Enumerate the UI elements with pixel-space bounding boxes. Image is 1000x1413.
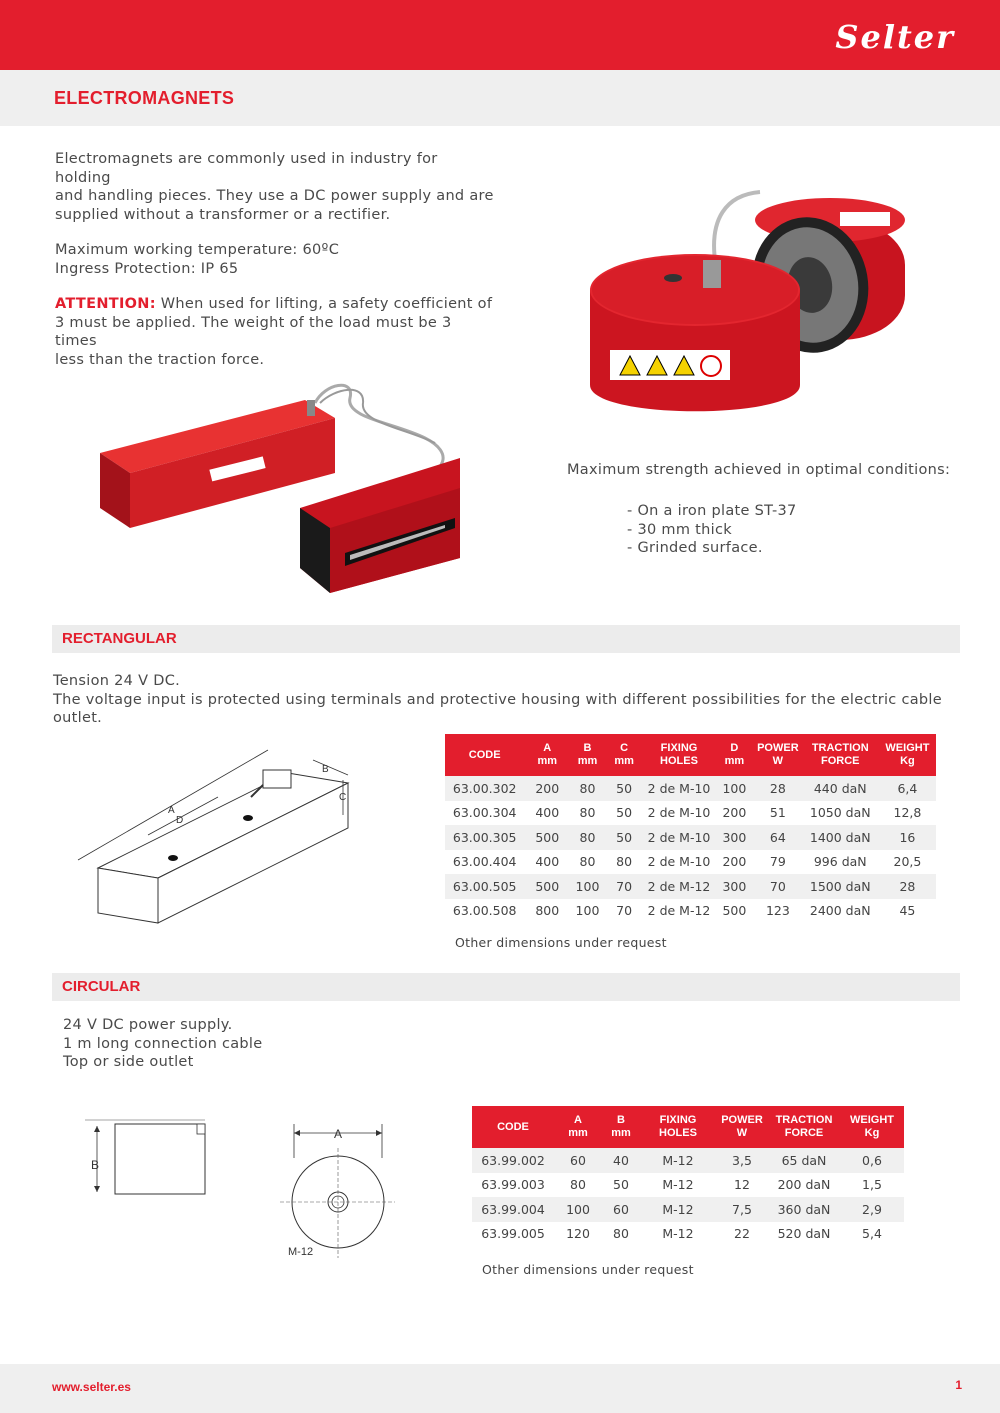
column-header-line: WEIGHT xyxy=(885,742,930,754)
column-header-line: D xyxy=(730,742,739,754)
power-supply-text: 24 V DC power supply. xyxy=(63,1017,233,1033)
table-cell: M-12 xyxy=(640,1197,716,1222)
attention-text: 3 must be applied. The weight of the load must be 3 times xyxy=(55,314,452,349)
table-cell: 50 xyxy=(605,776,644,801)
table-cell: 6,4 xyxy=(879,776,936,801)
table-row xyxy=(445,850,936,875)
column-header xyxy=(643,734,714,776)
table-cell: 12 xyxy=(716,1173,768,1198)
strength-item: - 30 mm thick xyxy=(627,521,732,538)
brand-logo: Selter xyxy=(835,18,955,56)
table-cell: 120 xyxy=(554,1222,602,1247)
table-cell: 60 xyxy=(554,1148,602,1173)
rectangular-note: Other dimensions under request xyxy=(455,935,667,950)
table-cell: 70 xyxy=(605,874,644,899)
table-cell: 63.99.005 xyxy=(472,1222,554,1247)
column-header-line: B xyxy=(583,742,592,754)
table-cell: 80 xyxy=(554,1173,602,1198)
website-link[interactable]: www.selter.es xyxy=(52,1380,131,1394)
table-cell: 63.00.302 xyxy=(445,776,524,801)
table-cell: 65 daN xyxy=(768,1148,840,1173)
table-cell: 63.99.002 xyxy=(472,1148,554,1173)
table-cell: 300 xyxy=(715,874,754,899)
table-row xyxy=(472,1173,904,1198)
table-cell: 2 de M-10 xyxy=(643,801,714,826)
circular-note: Other dimensions under request xyxy=(482,1262,694,1277)
dimension-label-a: A xyxy=(334,1127,343,1141)
column-header xyxy=(802,734,879,776)
strength-item: - Grinded surface. xyxy=(627,540,763,556)
table-cell: 1050 daN xyxy=(802,801,879,826)
column-header xyxy=(445,734,524,776)
rectangular-description xyxy=(53,672,983,728)
rectangular-electromagnet-photo xyxy=(95,378,460,593)
table-cell: 440 daN xyxy=(802,776,879,801)
table-cell: 70 xyxy=(605,899,644,924)
attention-text: When used for lifting, a safety coefficient of xyxy=(155,296,493,312)
table-cell: 1400 daN xyxy=(802,825,879,850)
max-temperature: Maximum working temperature: 60ºC xyxy=(55,242,340,258)
outlet-text: Top or side outlet xyxy=(63,1054,194,1070)
table-cell: 500 xyxy=(524,874,570,899)
column-header-line: FIXING xyxy=(659,1114,697,1126)
table-cell: 50 xyxy=(605,801,644,826)
table-cell: 63.00.505 xyxy=(445,874,524,899)
table-cell: 63.00.304 xyxy=(445,801,524,826)
table-cell: 500 xyxy=(524,825,570,850)
table-cell: 800 xyxy=(524,899,570,924)
column-header-line: POWER xyxy=(721,1114,763,1126)
table-row xyxy=(445,801,936,826)
column-header-unit: FORCE xyxy=(821,755,860,767)
table-cell: 100 xyxy=(570,899,605,924)
column-header xyxy=(640,1106,716,1148)
column-header xyxy=(605,734,644,776)
ingress-protection: Ingress Protection: IP 65 xyxy=(55,260,239,277)
column-header-line: CODE xyxy=(468,748,501,761)
tension-text: Tension 24 V DC. xyxy=(53,673,181,689)
intro-line: supplied without a transformer or a rectifier. xyxy=(55,206,391,223)
table-cell: 2 de M-10 xyxy=(643,850,714,875)
table-cell: 100 xyxy=(570,874,605,899)
table-cell: 300 xyxy=(715,825,754,850)
column-header-line: B xyxy=(617,1114,625,1126)
table-cell: 1500 daN xyxy=(802,874,879,899)
table-cell: 123 xyxy=(754,899,802,924)
table-cell: 63.00.404 xyxy=(445,850,524,875)
table-cell: 20,5 xyxy=(879,850,936,875)
dimension-label-a: A xyxy=(168,805,175,816)
table-cell: 51 xyxy=(754,801,802,826)
table-cell: 60 xyxy=(602,1197,640,1222)
table-cell: 40 xyxy=(602,1148,640,1173)
table-cell: 100 xyxy=(715,776,754,801)
table-cell: 12,8 xyxy=(879,801,936,826)
thread-label: M-12 xyxy=(288,1246,314,1258)
column-header xyxy=(879,734,936,776)
attention-text: less than the traction force. xyxy=(55,351,265,368)
table-cell: 50 xyxy=(605,825,644,850)
dimension-label-b: B xyxy=(91,1158,100,1172)
dimension-label-c: C xyxy=(339,792,347,803)
table-cell: 5,4 xyxy=(840,1222,904,1247)
table-cell: 63.99.004 xyxy=(472,1197,554,1222)
column-header-unit: mm xyxy=(614,755,634,767)
table-cell: 200 xyxy=(524,776,570,801)
table-cell: 2400 daN xyxy=(802,899,879,924)
circular-description xyxy=(63,1016,262,1072)
rectangular-dimension-drawing xyxy=(58,745,358,925)
rectangular-section-bar xyxy=(52,625,960,653)
table-cell: 2 de M-12 xyxy=(643,874,714,899)
column-header-line: A xyxy=(574,1114,582,1126)
column-header-unit: mm xyxy=(611,1127,631,1139)
column-header-line: A xyxy=(543,742,552,754)
column-header-line: CODE xyxy=(497,1120,529,1133)
table-cell: 100 xyxy=(554,1197,602,1222)
table-row xyxy=(445,776,936,801)
column-header xyxy=(602,1106,640,1148)
column-header-line: POWER xyxy=(757,742,799,754)
table-cell: 63.00.508 xyxy=(445,899,524,924)
circular-spec-table xyxy=(472,1106,904,1246)
column-header-line: WEIGHT xyxy=(850,1114,894,1126)
column-header-line: C xyxy=(620,742,629,754)
column-header xyxy=(715,734,754,776)
intro-line: Electromagnets are commonly used in industry for holding xyxy=(55,151,438,186)
cable-text: 1 m long connection cable xyxy=(63,1035,263,1052)
table-row xyxy=(445,899,936,924)
column-header-line: FIXING xyxy=(660,742,698,754)
column-header-unit: mm xyxy=(568,1127,588,1139)
table-cell: 63.99.003 xyxy=(472,1173,554,1198)
strength-list xyxy=(627,502,797,558)
column-header xyxy=(716,1106,768,1148)
table-cell: 500 xyxy=(715,899,754,924)
strength-heading: Maximum strength achieved in optimal conditions: xyxy=(567,462,951,478)
table-row xyxy=(472,1148,904,1173)
table-cell: 200 xyxy=(715,801,754,826)
rectangular-section-title: RECTANGULAR xyxy=(62,630,177,647)
table-cell: M-12 xyxy=(640,1148,716,1173)
circular-top-drawing xyxy=(280,1118,395,1266)
column-header-unit: mm xyxy=(537,755,558,767)
table-cell: 7,5 xyxy=(716,1197,768,1222)
table-cell: 3,5 xyxy=(716,1148,768,1173)
column-header-unit: W xyxy=(736,1127,748,1139)
intro-line: and handling pieces. They use a DC power supply and are xyxy=(55,188,494,204)
table-cell: 520 daN xyxy=(768,1222,840,1247)
table-cell: 63.00.305 xyxy=(445,825,524,850)
column-header-unit: FORCE xyxy=(784,1127,824,1139)
table-cell: 400 xyxy=(524,850,570,875)
column-header xyxy=(754,734,802,776)
table-cell: 50 xyxy=(602,1173,640,1198)
column-header xyxy=(570,734,605,776)
rectangular-spec-table xyxy=(445,734,936,923)
intro-text xyxy=(55,150,495,369)
table-cell: 400 xyxy=(524,801,570,826)
column-header-unit: HOLES xyxy=(659,1127,697,1139)
table-cell: 2 de M-10 xyxy=(643,825,714,850)
table-cell: 80 xyxy=(570,825,605,850)
page-title: ELECTROMAGNETS xyxy=(54,88,235,108)
voltage-input-text: The voltage input is protected using terminals and protective housing with different possibilities for the electric cable outlet. xyxy=(53,691,942,726)
column-header xyxy=(524,734,570,776)
table-cell: 996 daN xyxy=(802,850,879,875)
table-cell: 0,6 xyxy=(840,1148,904,1173)
table-cell: 200 xyxy=(715,850,754,875)
table-cell: 1,5 xyxy=(840,1173,904,1198)
table-cell: M-12 xyxy=(640,1222,716,1247)
header-bar xyxy=(0,0,1000,70)
column-header-unit: Kg xyxy=(900,755,915,767)
table-row xyxy=(445,874,936,899)
table-cell: 79 xyxy=(754,850,802,875)
table-cell: 28 xyxy=(879,874,936,899)
column-header xyxy=(554,1106,602,1148)
table-cell: 360 daN xyxy=(768,1197,840,1222)
column-header xyxy=(840,1106,904,1148)
column-header-unit: mm xyxy=(724,755,745,767)
table-cell: 80 xyxy=(570,776,605,801)
table-cell: 2 de M-12 xyxy=(643,899,714,924)
page-number: 1 xyxy=(955,1378,962,1392)
table-cell: 2 de M-10 xyxy=(643,776,714,801)
column-header xyxy=(472,1106,554,1148)
dimension-label-b: B xyxy=(322,764,329,775)
strength-item: - On a iron plate ST-37 xyxy=(627,503,797,519)
table-cell: 80 xyxy=(570,850,605,875)
table-cell: 16 xyxy=(879,825,936,850)
circular-section-bar xyxy=(52,973,960,1001)
table-cell: 28 xyxy=(754,776,802,801)
table-cell: 64 xyxy=(754,825,802,850)
table-cell: 2,9 xyxy=(840,1197,904,1222)
circular-electromagnet-photo xyxy=(585,190,920,420)
table-row xyxy=(472,1222,904,1247)
circular-section-title: CIRCULAR xyxy=(62,978,141,995)
table-cell: 80 xyxy=(570,801,605,826)
attention-line xyxy=(55,295,495,314)
column-header-unit: W xyxy=(772,755,784,767)
table-cell: 70 xyxy=(754,874,802,899)
table-row xyxy=(445,825,936,850)
column-header xyxy=(768,1106,840,1148)
table-cell: 45 xyxy=(879,899,936,924)
table-cell: M-12 xyxy=(640,1173,716,1198)
table-cell: 80 xyxy=(605,850,644,875)
table-cell: 200 daN xyxy=(768,1173,840,1198)
column-header-unit: Kg xyxy=(864,1127,880,1139)
column-header-line: TRACTION xyxy=(775,1114,833,1126)
footer-band xyxy=(0,1364,1000,1413)
table-row xyxy=(472,1197,904,1222)
column-header-line: TRACTION xyxy=(811,742,869,754)
attention-label: ATTENTION: xyxy=(55,296,156,312)
column-header-unit: mm xyxy=(577,755,598,767)
table-cell: 80 xyxy=(602,1222,640,1247)
dimension-label-d: D xyxy=(176,815,184,826)
table-cell: 22 xyxy=(716,1222,768,1247)
column-header-unit: HOLES xyxy=(660,755,698,767)
circular-side-drawing xyxy=(85,1112,215,1202)
